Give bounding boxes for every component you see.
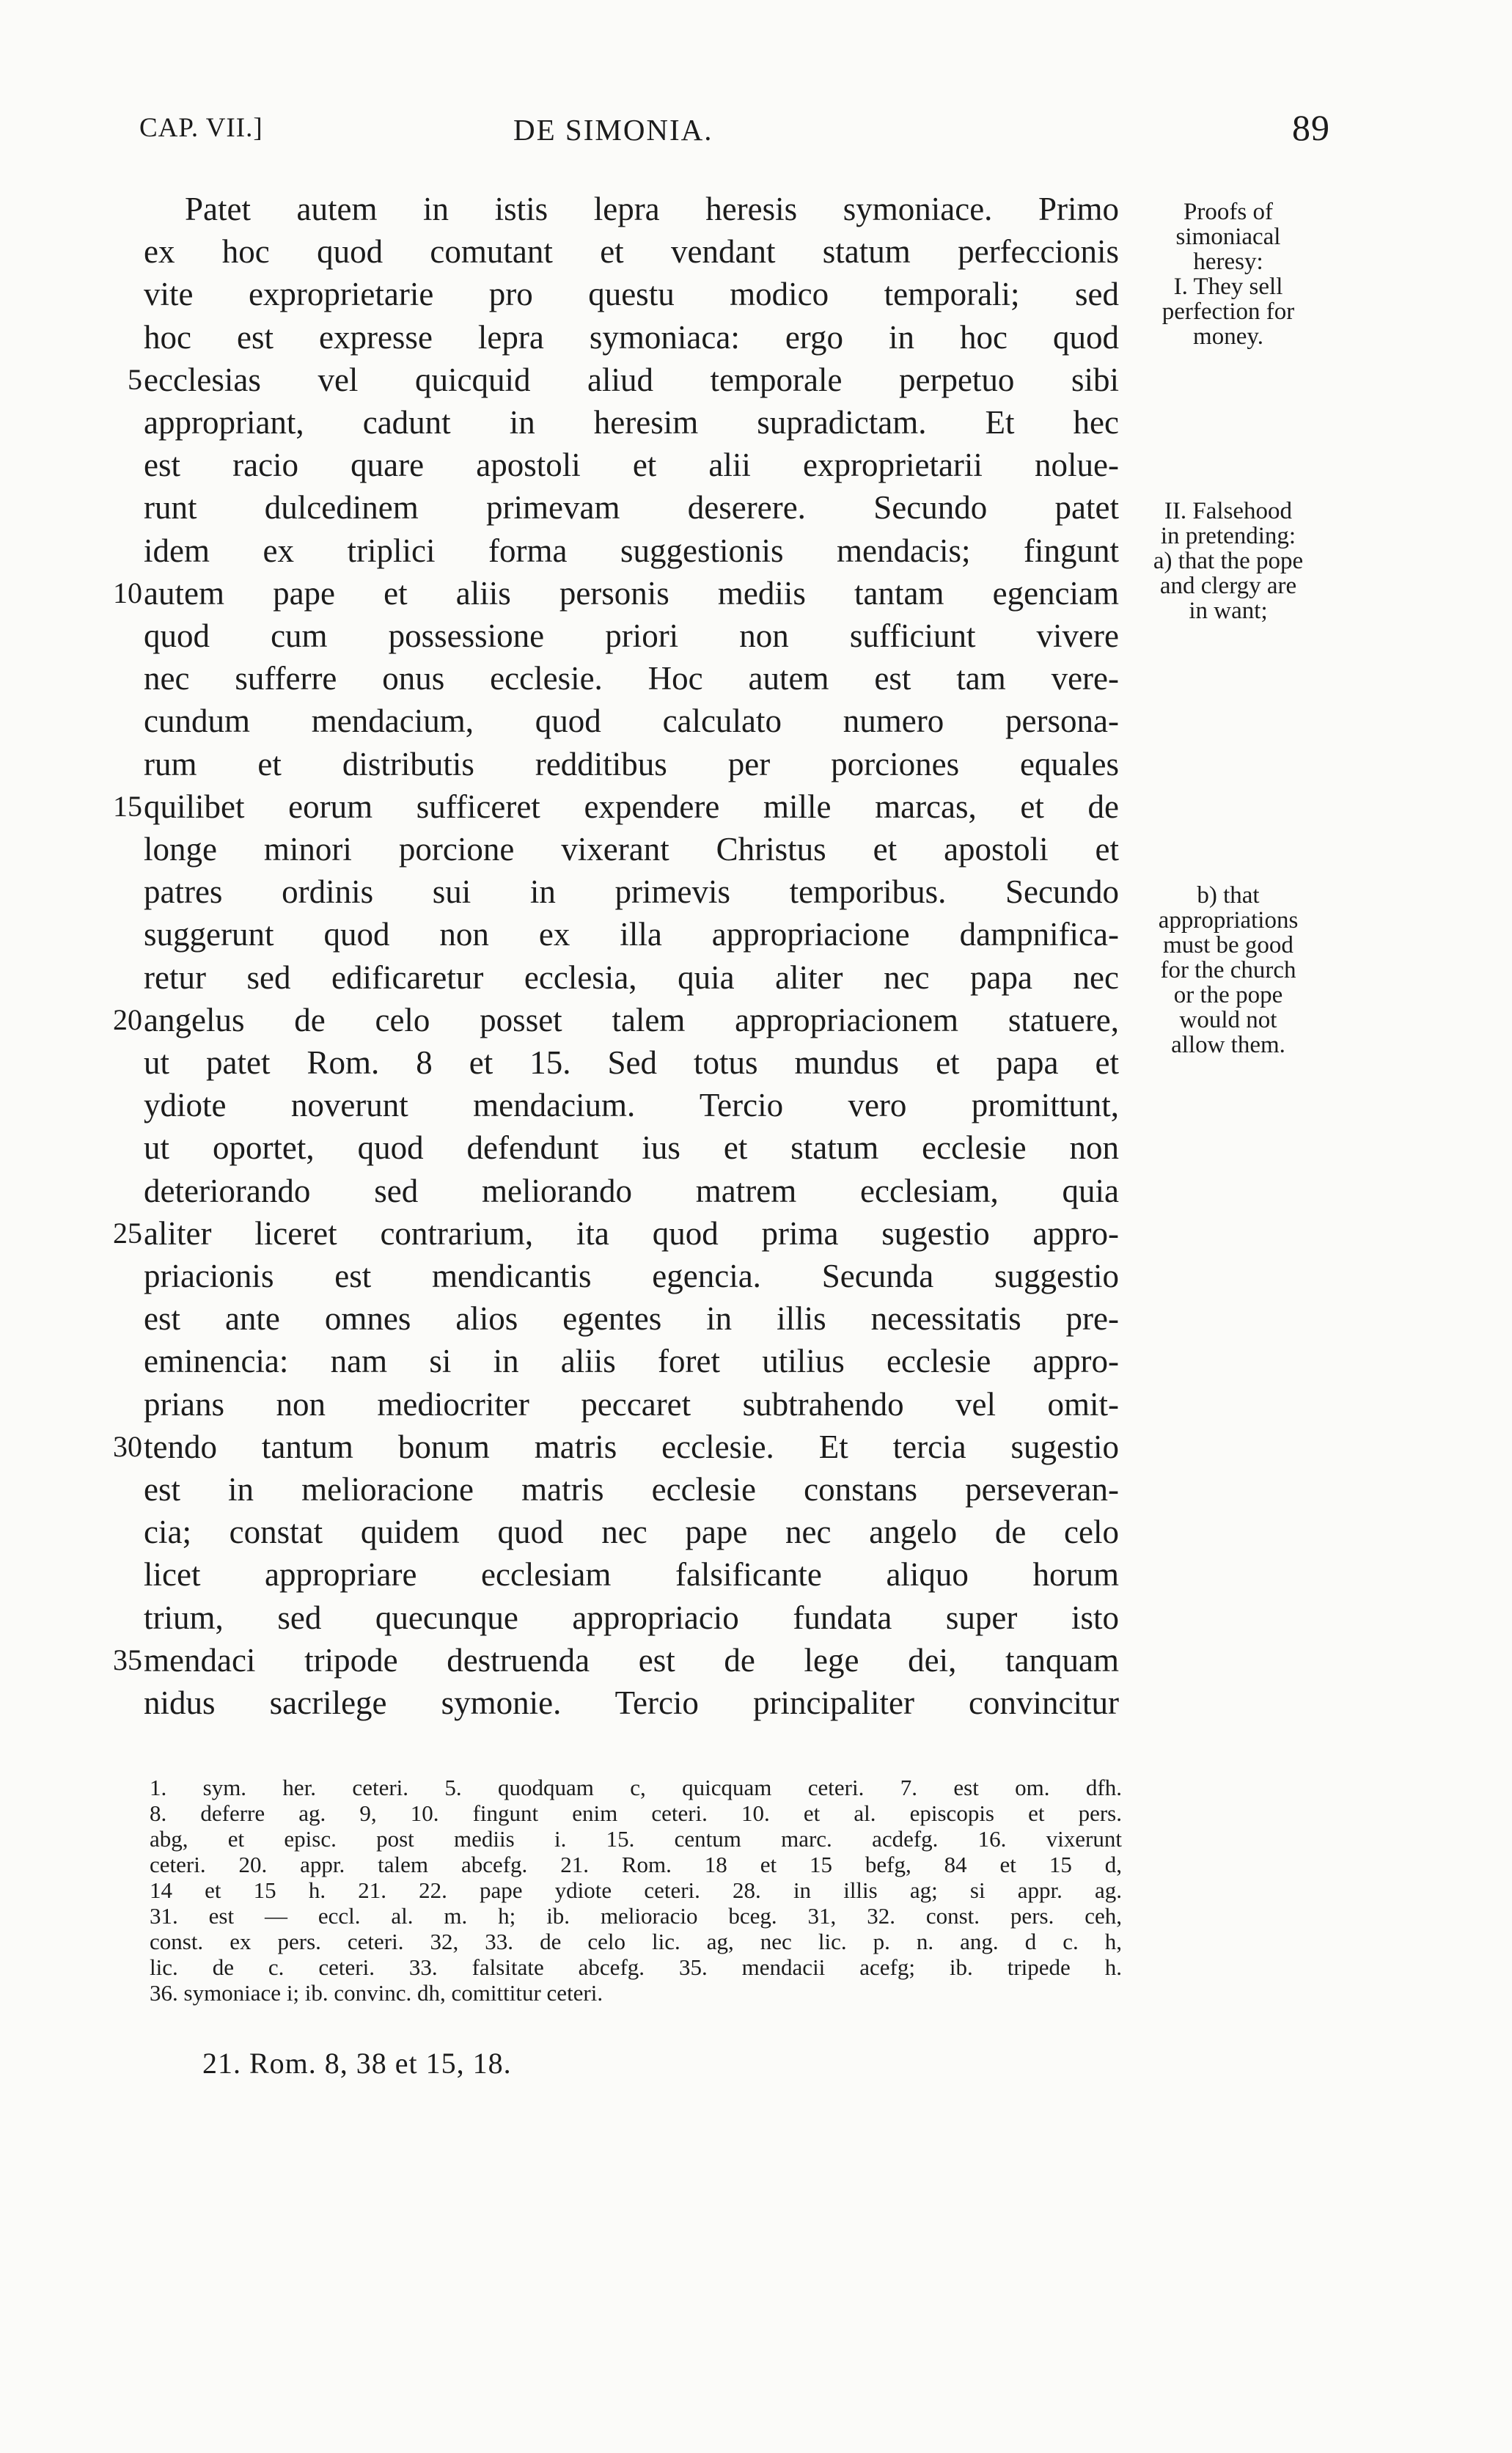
line-text: suggerunt quod non ex illa appropriacione dampnifica-	[144, 916, 1119, 953]
footnotes	[150, 1775, 1122, 2006]
line-text: est in melioracione matris ecclesie constans perseveran-	[144, 1471, 1119, 1508]
line-text: prians non mediocriter peccaret subtrahendo vel omit-	[144, 1385, 1119, 1423]
line-text: patres ordinis sui in primevis temporibus. Secundo	[144, 873, 1119, 911]
line-text: quilibet eorum sufficeret expendere mille marcas, et de	[144, 788, 1119, 825]
line-text: appropriant, cadunt in heresim supradictam. Et hec	[144, 404, 1119, 441]
sidenote-line: and clergy are	[1159, 573, 1297, 599]
text-line	[0, 1126, 1512, 1169]
text-line	[0, 657, 1512, 700]
sidenote-line: b) that	[1197, 882, 1260, 909]
chapter-label: CAP. VII.]	[139, 113, 263, 143]
line-text: est ante omnes alios egentes in illis necessitatis pre-	[144, 1300, 1119, 1338]
line-text: runt dulcedinem primevam deserere. Secundo patet	[144, 489, 1119, 527]
line-number: 10	[113, 576, 142, 609]
sidenote-line: heresy:	[1193, 249, 1263, 275]
line-text: angelus de celo posset talem appropriacionem statuere,	[144, 1001, 1119, 1038]
sidenote-line: in want;	[1189, 598, 1268, 624]
line-text: nidus sacrilege symonie. Tercio principaliter convincitur	[144, 1684, 1119, 1721]
text-line	[0, 1639, 1512, 1682]
page-title: DE SIMONIA.	[513, 113, 713, 147]
footnote-line: 31. est — eccl. al. m. h; ib. melioracio bceg. 31, 32. const. pers. ceh,	[150, 1903, 1122, 1929]
line-number: 15	[113, 789, 142, 823]
line-text: ut oportet, quod defendunt ius et statum ecclesie non	[144, 1129, 1119, 1167]
line-text: cia; constat quidem quod nec pape nec angelo de celo	[144, 1514, 1119, 1551]
text-line	[0, 1297, 1512, 1340]
text-line	[0, 359, 1512, 401]
sidenote-line: in pretending:	[1160, 523, 1296, 549]
text-line	[0, 1170, 1512, 1212]
footnote-line: 14 et 15 h. 21. 22. pape ydiote ceteri. 28. in illis ag; si appr. ag.	[150, 1877, 1122, 1903]
sidenote-line: II. Falsehood	[1164, 498, 1293, 524]
endnote: 21. Rom. 8, 38 et 15, 18.	[202, 2047, 512, 2080]
line-text: tendo tantum bonum matris ecclesie. Et tercia sugestio	[144, 1428, 1119, 1465]
line-text: longe minori porcione vixerant Christus et apostoli et	[144, 831, 1119, 868]
line-text: cundum mendacium, quod calculato numero persona-	[144, 703, 1119, 740]
line-text: quod cum possessione priori non sufficiunt vivere	[144, 617, 1119, 654]
page-number: 89	[1292, 107, 1330, 148]
line-text: ut patet Rom. 8 et 15. Sed totus mundus et papa et	[144, 1044, 1119, 1081]
text-line	[0, 1212, 1512, 1255]
text-line	[0, 1383, 1512, 1426]
line-text: priacionis est mendicantis egencia. Secunda suggestio	[144, 1258, 1119, 1294]
text-line	[0, 1682, 1512, 1724]
line-text: ydiote noverunt mendacium. Tercio vero promittunt,	[144, 1087, 1119, 1124]
footnote-line: abg, et episc. post mediis i. 15. centum marc. acdefg. 16. vixerunt	[150, 1826, 1122, 1852]
text-line	[0, 1596, 1512, 1639]
line-text: aliter liceret contrarium, ita quod prima sugestio appro-	[144, 1214, 1119, 1252]
sidenote-line: a) that the pope	[1153, 548, 1304, 574]
text-line	[0, 401, 1512, 444]
line-text: eminencia: nam si in aliis foret utilius ecclesie appro-	[144, 1343, 1119, 1380]
text-line	[0, 828, 1512, 870]
text-line	[0, 1340, 1512, 1382]
sidenote-line: perfection for	[1161, 298, 1295, 325]
text-line	[0, 785, 1512, 828]
text-line	[0, 444, 1512, 486]
footnote-line: ceteri. 20. appr. talem abcefg. 21. Rom. 18 et 15 befg, 84 et 15 d,	[150, 1852, 1122, 1877]
line-text: retur sed edificaretur ecclesia, quia aliter nec papa nec	[144, 958, 1119, 996]
footnote-line: 1. sym. her. ceteri. 5. quodquam c, quicquam ceteri. 7. est om. dfh.	[150, 1775, 1122, 1800]
sidenote-line: allow them.	[1171, 1032, 1285, 1058]
sidenote-line: simoniacal	[1175, 224, 1281, 250]
line-text: trium, sed quecunque appropriacio fundata super isto	[144, 1599, 1119, 1636]
line-text: Patet autem in istis lepra heresis symoniace. Primo	[185, 191, 1119, 227]
line-text: nec sufferre onus ecclesie. Hoc autem est tam vere-	[144, 660, 1119, 697]
text-line	[0, 1553, 1512, 1596]
sidenote-line: must be good	[1163, 932, 1293, 958]
line-number: 30	[113, 1429, 142, 1463]
line-text: deteriorando sed meliorando matrem ecclesiam, quia	[144, 1172, 1119, 1209]
line-number: 35	[113, 1643, 142, 1676]
line-text: vite exproprietarie pro questu modico temporali; sed	[144, 276, 1119, 313]
sidenote-line: appropriations	[1158, 907, 1299, 934]
footnote-line: lic. de c. ceteri. 33. falsitate abcefg. 35. mendacii acefg; ib. tripede h.	[150, 1954, 1122, 1980]
sidenote-line: for the church	[1160, 957, 1296, 983]
footnote-line: 8. deferre ag. 9, 10. fingunt enim ceteri. 10. et al. episcopis et pers.	[150, 1800, 1122, 1826]
text-line	[0, 1468, 1512, 1511]
text-line	[0, 1255, 1512, 1297]
line-text: est racio quare apostoli et alii exproprietarii nolue-	[144, 447, 1119, 484]
line-text: ecclesias vel quicquid aliud temporale perpetuo sibi	[144, 361, 1119, 398]
sidenote-line: money.	[1193, 323, 1263, 350]
sidenote-line: or the pope	[1173, 982, 1283, 1008]
sidenote-falsehood	[1122, 499, 1335, 623]
text-line	[0, 1511, 1512, 1553]
line-text: hoc est expresse lepra symoniaca: ergo in hoc quod	[144, 318, 1119, 356]
running-head	[139, 106, 1330, 158]
line-text: rum et distributis redditibus per porciones equales	[144, 745, 1119, 782]
text-line	[0, 1084, 1512, 1126]
sidenote-proofs	[1122, 199, 1335, 349]
footnote-line: const. ex pers. ceteri. 32, 33. de celo lic. ag, nec lic. p. n. ang. d c. h,	[150, 1929, 1122, 1954]
sidenote-line: I. They sell	[1173, 274, 1283, 300]
sidenote-line: would not	[1179, 1007, 1277, 1033]
line-text: ex hoc quod comutant et vendant statum perfeccionis	[144, 233, 1119, 271]
text-line	[0, 700, 1512, 742]
text-line	[0, 1426, 1512, 1468]
text-line	[0, 743, 1512, 785]
footnote-line: 36. symoniace i; ib. convinc. dh, comittitur ceteri.	[150, 1980, 603, 2006]
line-text: autem pape et aliis personis mediis tantam egenciam	[144, 574, 1119, 612]
line-number: 25	[113, 1216, 142, 1250]
line-text: idem ex triplici forma suggestionis mendacis; fingunt	[144, 532, 1119, 569]
line-number: 5	[128, 362, 142, 396]
line-number: 20	[113, 1002, 142, 1036]
line-text: licet appropriare ecclesiam falsificante aliquo horum	[144, 1556, 1119, 1594]
sidenote-appropriations	[1122, 883, 1335, 1057]
line-text: mendaci tripode destruenda est de lege dei, tanquam	[144, 1641, 1119, 1679]
sidenote-line: Proofs of	[1183, 199, 1273, 225]
